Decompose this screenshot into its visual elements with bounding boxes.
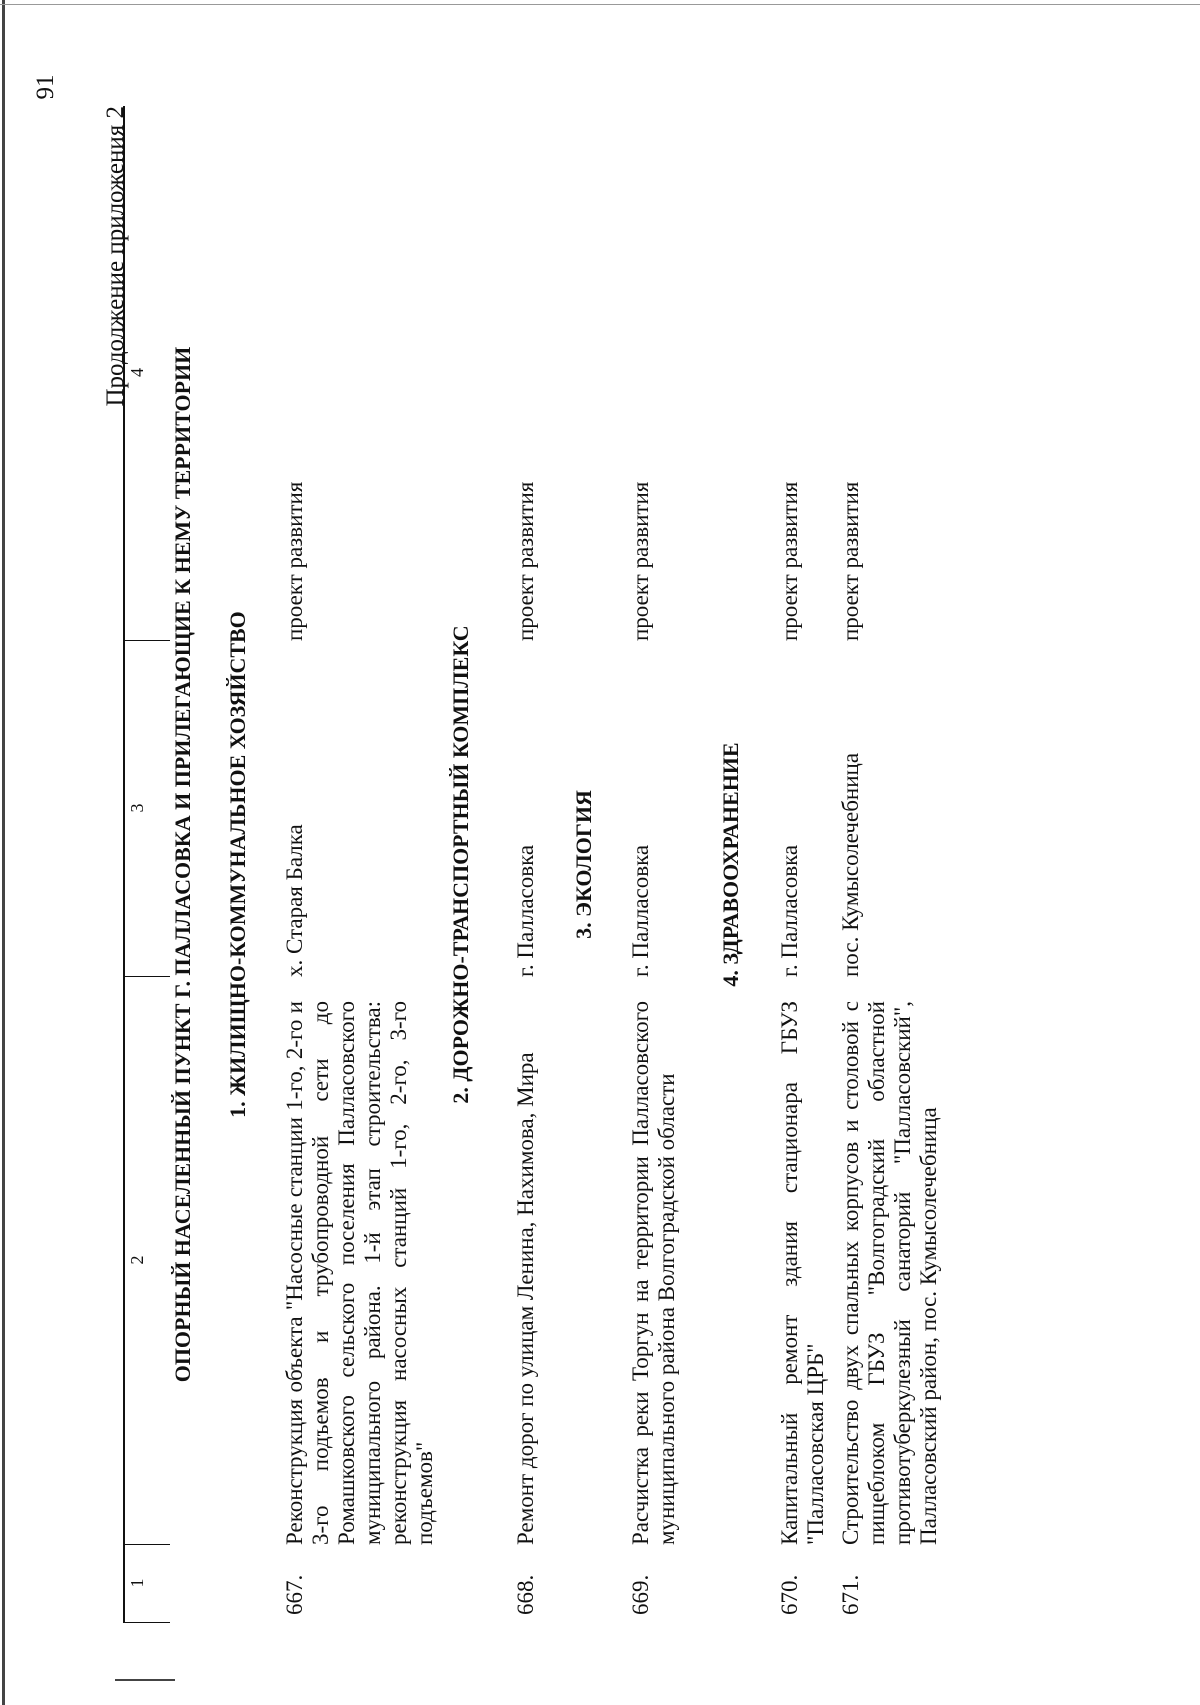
scan-artifact [115,1679,175,1681]
row-number: 667. [282,1574,307,1615]
column-header-4: 4 [125,105,150,641]
column-header-1: 1 [125,1544,150,1623]
row-location: г. Палласовка [777,844,802,977]
column-header-3: 3 [125,640,150,977]
row-status: проект развития [838,481,863,641]
row-description: Расчистка реки Торгун на территории Палласовского муниципального района Волгоградской области [628,1001,679,1545]
row-number: 671. [838,1574,863,1615]
row-status: проект развития [282,481,307,641]
row-description: Капитальный ремонт здания стационара ГБУЗ "Палласовская ЦРБ" [777,1001,828,1545]
continuation-label: Продолжение приложения 2 [102,106,129,407]
section-title: 4. ЗДРАВООХРАНЕНИЕ [718,742,743,987]
table-rule [148,1622,170,1623]
table-rule [148,1544,170,1545]
column-header-2: 2 [125,976,150,1545]
row-location: пос. Кумысолечебница [838,752,863,977]
row-status: проект развития [513,481,538,641]
table-rule [148,976,170,977]
section-title: 1. ЖИЛИЩНО-КОММУНАЛЬНОЕ ХОЗЯЙСТВО [225,611,250,1118]
row-number: 668. [513,1574,538,1615]
section-title: 2. ДОРОЖНО-ТРАНСПОРТНЫЙ КОМПЛЕКС [448,625,473,1104]
row-status: проект развития [628,481,653,641]
row-description: Ремонт дорог по улицам Ленина, Нахимова, Мира [513,1052,538,1545]
row-number: 669. [628,1574,653,1615]
row-description: Реконструкция объекта "Насосные станции 1-го, 2-го и 3-го подъемов и трубопроводной сети до Ромашковского сельского поселения Палласовского муниципального района. 1-й этап строительства: реконструкция насосных станций 1-го, 2-го, 3-го подъемов" [282,1001,437,1545]
page-number: 91 [32,74,59,100]
row-location: г. Палласовка [628,844,653,977]
row-location: г. Палласовка [513,844,538,977]
row-number: 670. [777,1574,802,1615]
table-header-row [123,106,150,1623]
section-title: 3. ЭКОЛОГИЯ [571,790,596,939]
row-status: проект развития [777,481,802,641]
settlement-heading: ОПОРНЫЙ НАСЕЛЕННЫЙ ПУНКТ Г. ПАЛЛАСОВКА И ПРИЛЕГАЮЩИЕ К НЕМУ ТЕРРИТОРИИ [170,346,195,1383]
table-rule [148,640,170,641]
row-location: х. Старая Балка [282,824,307,977]
row-description: Строительство двух спальных корпусов и столовой с пищеблоком ГБУЗ "Волгоградский областной противотуберкулезный санаторий "Палласовский", Палласовский район, пос. Кумысолечебница [838,1001,941,1545]
